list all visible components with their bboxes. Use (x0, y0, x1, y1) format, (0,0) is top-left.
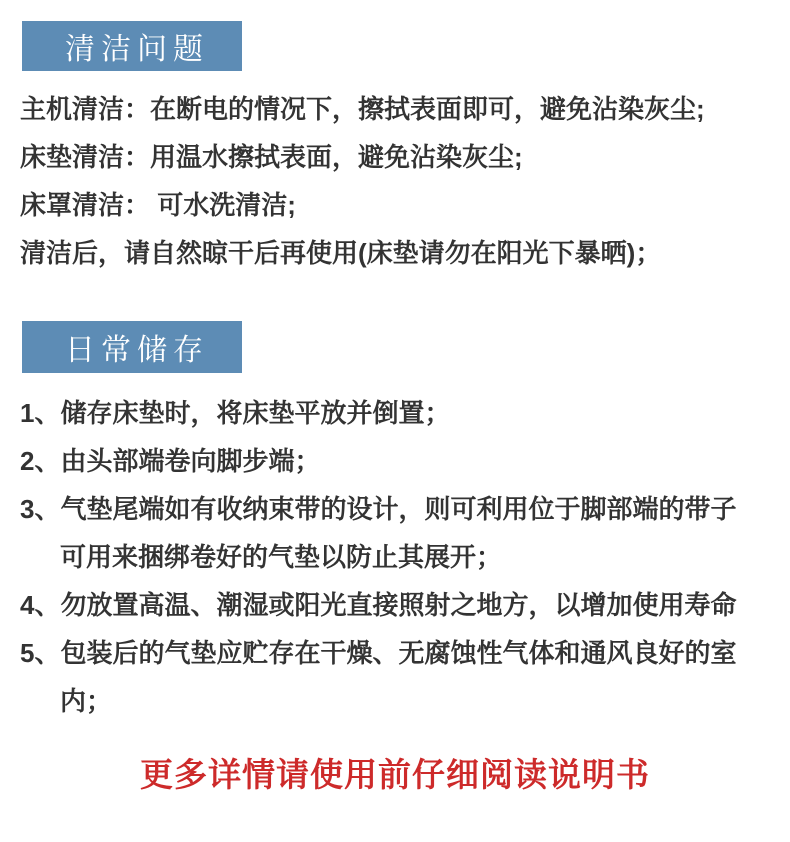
storage-step-1 (20, 389, 770, 437)
storage-step-5 (20, 629, 770, 725)
cleaning-line-mattress: 床垫清洁：用温水擦拭表面，避免沾染灰尘; (20, 142, 523, 172)
storage-step-text: 4、勿放置高温、潮湿或阳光直接照射之地方，以增加使用寿命 (20, 590, 737, 620)
storage-step-4 (20, 581, 770, 629)
storage-step-text-continued: 内； (60, 686, 113, 716)
storage-step-text: 5、包装后的气垫应贮存在干燥、无腐蚀性气体和通风良好的室 (20, 638, 737, 668)
storage-steps-list (20, 389, 770, 725)
read-manual-notice: 更多详情请使用前仔细阅读说明书 (140, 756, 650, 793)
storage-step-text: 1、储存床垫时，将床垫平放并倒置； (20, 398, 451, 428)
section-header-storage: 日常储存 (22, 321, 242, 373)
storage-step-text-continued: 可用来捆绑卷好的气垫以防止其展开； (60, 542, 503, 572)
storage-step-2 (20, 437, 770, 485)
cleaning-line-drying: 清洁后，请自然晾干后再使用(床垫请勿在阳光下暴晒)； (20, 238, 662, 268)
storage-step-text: 3、气垫尾端如有收纳束带的设计，则可利用位于脚部端的带子 (20, 494, 737, 524)
section-header-cleaning: 清洁问题 (22, 21, 242, 71)
storage-step-3 (20, 485, 770, 581)
cleaning-line-host: 主机清洁：在断电的情况下，擦拭表面即可，避免沾染灰尘; (20, 94, 705, 124)
storage-step-text: 2、由头部端卷向脚步端； (20, 446, 321, 476)
cleaning-line-cover: 床罩清洁： 可水洗清洁; (20, 190, 296, 220)
cleaning-instructions (20, 85, 770, 277)
